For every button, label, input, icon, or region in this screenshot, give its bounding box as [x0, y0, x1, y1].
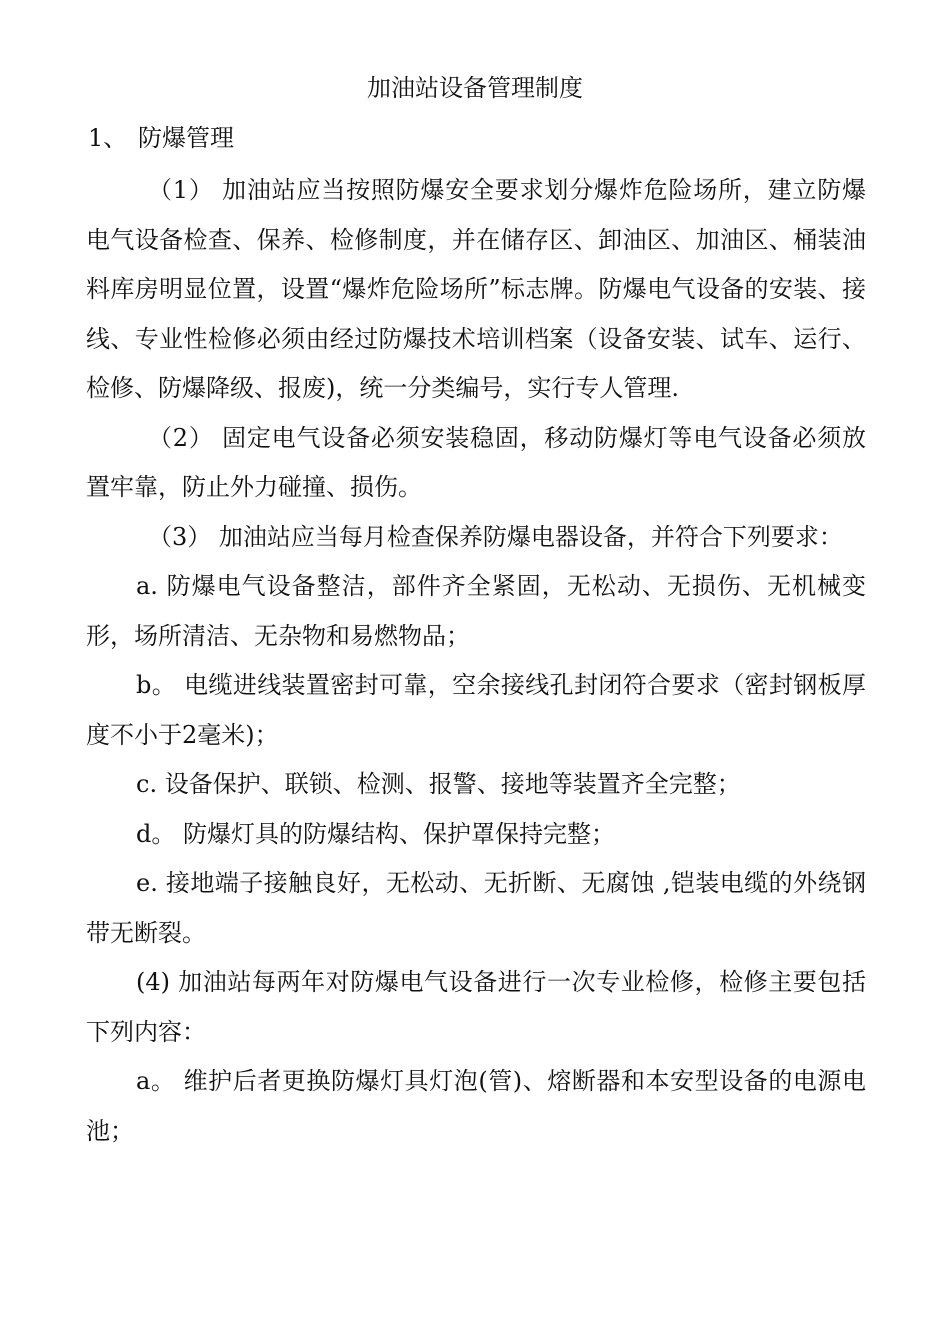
paragraph-2: （2） 固定电气设备必须安装稳固，移动防爆灯等电气设备必须放置牢靠，防止外力碰撞、损伤。 — [86, 423, 866, 501]
list-item-d: d。 防爆灯具的防爆结构、保护罩保持完整； — [136, 819, 615, 848]
list-item-c: c. 设备保护、联锁、检测、报警、接地等装置齐全完整； — [136, 770, 741, 798]
paragraph-4: (4) 加油站每两年对防爆电气设备进行一次专业检修，检修主要包括下列内容： — [86, 968, 866, 1046]
document-title: 加油站设备管理制度 — [367, 74, 583, 102]
section-heading-text: 防爆管理 — [138, 124, 234, 152]
list-item-e: e. 接地端子接触良好，无松动、无折断、无腐蚀 ,铠装电缆的外绕钢带无断裂。 — [86, 869, 866, 947]
paragraph-3: （3） 加油站应当每月检查保养防爆电器设备，并符合下列要求： — [148, 522, 843, 551]
document-body — [86, 166, 866, 1156]
list-item-b: b。 电缆进线装置密封可靠，空余接线孔封闭符合要求（密封钢板厚度不小于2毫米)； — [86, 671, 866, 749]
section-number: 1、 — [88, 124, 128, 152]
section-heading — [88, 118, 234, 158]
list-item-a: a. 防爆电气设备整洁，部件齐全紧固，无松动、无损伤、无机械变形，场所清洁、无杂物和易燃物品； — [86, 572, 866, 650]
list-item-a-2: a。 维护后者更换防爆灯具灯泡(管)、熔断器和本安型设备的电源电池； — [86, 1067, 866, 1145]
paragraph-1: （1） 加油站应当按照防爆安全要求划分爆炸危险场所，建立防爆电气设备检查、保养、检修制度，并在储存区、卸油区、加油区、桶装油料库房明显位置，设置“爆炸危险场所”标志牌。防爆电气设备的安装、接线、专业性检修必须由经过防爆技术培训档案（设备安装、试车、运行、检修、防爆降级、报废)，统一分类编号，实行专人管理. — [86, 176, 866, 402]
